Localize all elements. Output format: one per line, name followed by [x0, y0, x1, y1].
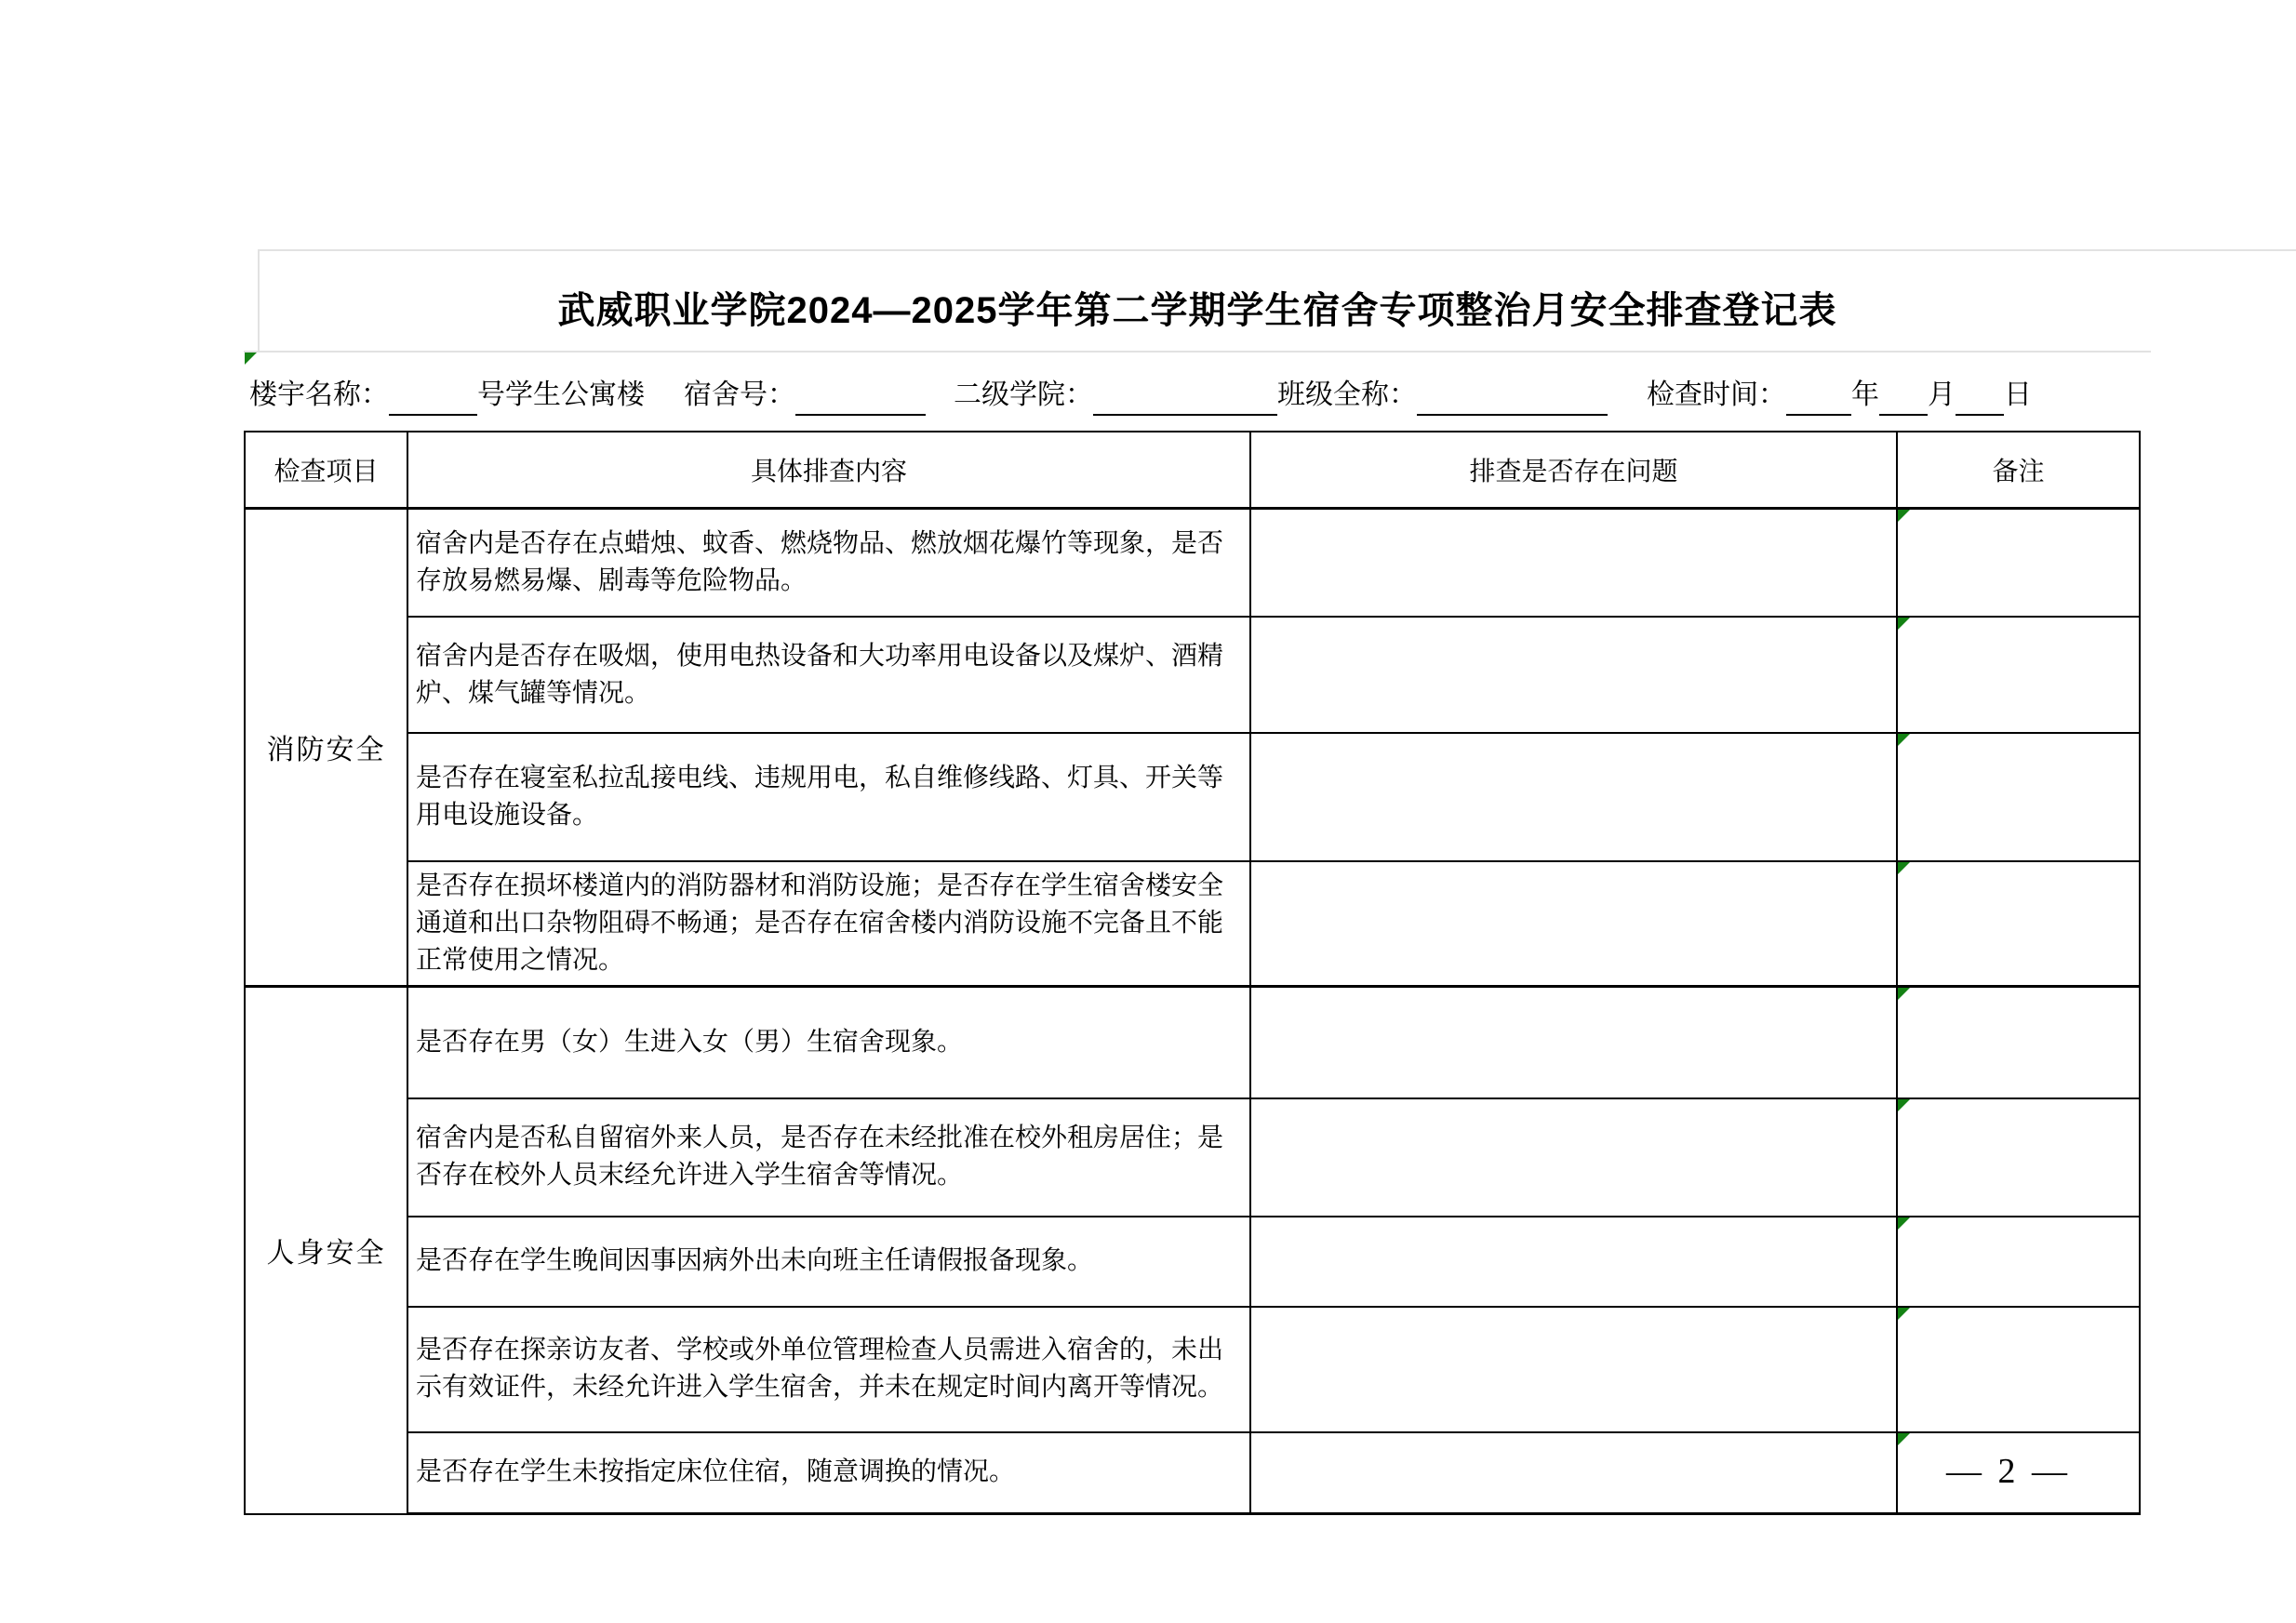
table-row [245, 617, 2140, 733]
comment-indicator-icon [1898, 1217, 1910, 1230]
building-number-blank[interactable] [389, 382, 477, 416]
info-line [249, 353, 2166, 431]
remark-cell[interactable] [1897, 617, 2140, 733]
problem-cell[interactable] [1250, 987, 1897, 1098]
check-time-label: 检查时间： [1647, 379, 1786, 410]
table-row [245, 987, 2140, 1098]
problem-cell[interactable] [1250, 508, 1897, 617]
problem-cell[interactable] [1250, 617, 1897, 733]
check-item-text: 宿舍内是否存在吸烟，使用电热设备和大功率用电设备以及煤炉、酒精炉、煤气罐等情况。 [407, 617, 1250, 733]
class-name-label: 班级全称： [1277, 379, 1417, 410]
problem-cell[interactable] [1250, 1098, 1897, 1217]
remark-cell[interactable] [1897, 508, 2140, 617]
day-label: 日 [2004, 379, 2032, 410]
check-item-text: 是否存在探亲访友者、学校或外单位管理检查人员需进入宿舍的，未出示有效证件，未经允许进入学生宿舍，并未在规定时间内离开等情况。 [407, 1307, 1250, 1432]
check-item-text: 是否存在男（女）生进入女（男）生宿舍现象。 [407, 987, 1250, 1098]
category-cell-fire-safety: 消防安全 [245, 508, 407, 987]
problem-cell[interactable] [1250, 1307, 1897, 1432]
table-row [245, 861, 2140, 987]
check-item-text: 是否存在学生晚间因事因病外出未向班主任请假报备现象。 [407, 1217, 1250, 1307]
comment-indicator-icon [1898, 862, 1910, 874]
comment-indicator-icon [1898, 1099, 1910, 1111]
comment-indicator-icon [1898, 1308, 1910, 1320]
room-number-label: 宿舍号： [684, 379, 795, 410]
comment-indicator-icon [1898, 734, 1910, 746]
check-item-text: 是否存在损坏楼道内的消防器材和消防设施；是否存在学生宿舍楼安全通道和出口杂物阻碍不畅通；是否存在宿舍楼内消防设施不完备且不能正常使用之情况。 [407, 861, 1250, 987]
day-blank[interactable] [1956, 382, 2004, 416]
header-check-content: 具体排查内容 [407, 432, 1250, 508]
table-row [245, 1307, 2140, 1432]
year-blank[interactable] [1786, 382, 1851, 416]
remark-cell[interactable] [1897, 733, 2140, 861]
comment-indicator-icon [1898, 510, 1910, 522]
building-suffix-label: 号学生公寓楼 [477, 379, 645, 410]
remark-cell[interactable] [1897, 1307, 2140, 1432]
table-header-row [245, 432, 2140, 508]
table-row [245, 733, 2140, 861]
table-row [245, 1432, 2140, 1514]
remark-cell[interactable] [1897, 1217, 2140, 1307]
header-check-item: 检查项目 [245, 432, 407, 508]
class-name-blank[interactable] [1417, 382, 1608, 416]
comment-indicator-icon [1898, 1433, 1910, 1445]
comment-indicator-icon [1898, 618, 1910, 630]
remark-cell[interactable] [1897, 1098, 2140, 1217]
check-item-text: 宿舍内是否存在点蜡烛、蚊香、燃烧物品、燃放烟花爆竹等现象，是否存放易燃易爆、剧毒等危险物品。 [407, 508, 1250, 617]
table-row [245, 508, 2140, 617]
month-label: 月 [1928, 379, 1956, 410]
remark-cell[interactable] [1897, 861, 2140, 987]
page-title: 武威职业学院2024—2025学年第二学期学生宿舍专项整治月安全排查登记表 [557, 289, 1837, 331]
year-label: 年 [1851, 379, 1879, 410]
sheet-top-boundary [258, 249, 2296, 251]
room-number-blank[interactable] [795, 382, 926, 416]
remark-cell[interactable] [1897, 987, 2140, 1098]
building-name-label: 楼宇名称： [249, 379, 389, 410]
problem-cell[interactable] [1250, 733, 1897, 861]
problem-cell[interactable] [1250, 1432, 1897, 1514]
page-number: — 2 — [1946, 1452, 2071, 1491]
month-blank[interactable] [1879, 382, 1928, 416]
header-remark: 备注 [1897, 432, 2140, 508]
comment-indicator-icon [1898, 988, 1910, 1000]
check-item-text: 是否存在寝室私拉乱接电线、违规用电，私自维修线路、灯具、开关等用电设施设备。 [407, 733, 1250, 861]
college-blank[interactable] [1093, 382, 1277, 416]
inspection-table [244, 431, 2141, 1515]
table-row [245, 1217, 2140, 1307]
problem-cell[interactable] [1250, 861, 1897, 987]
check-item-text: 是否存在学生未按指定床位住宿，随意调换的情况。 [407, 1432, 1250, 1514]
header-problem-exists: 排查是否存在问题 [1250, 432, 1897, 508]
category-cell-personal-safety: 人身安全 [245, 987, 407, 1514]
check-item-text: 宿舍内是否私自留宿外来人员，是否存在未经批准在校外租房居住；是否存在校外人员末经允许进入学生宿舍等情况。 [407, 1098, 1250, 1217]
problem-cell[interactable] [1250, 1217, 1897, 1307]
college-label: 二级学院： [954, 379, 1093, 410]
table-row [245, 1098, 2140, 1217]
